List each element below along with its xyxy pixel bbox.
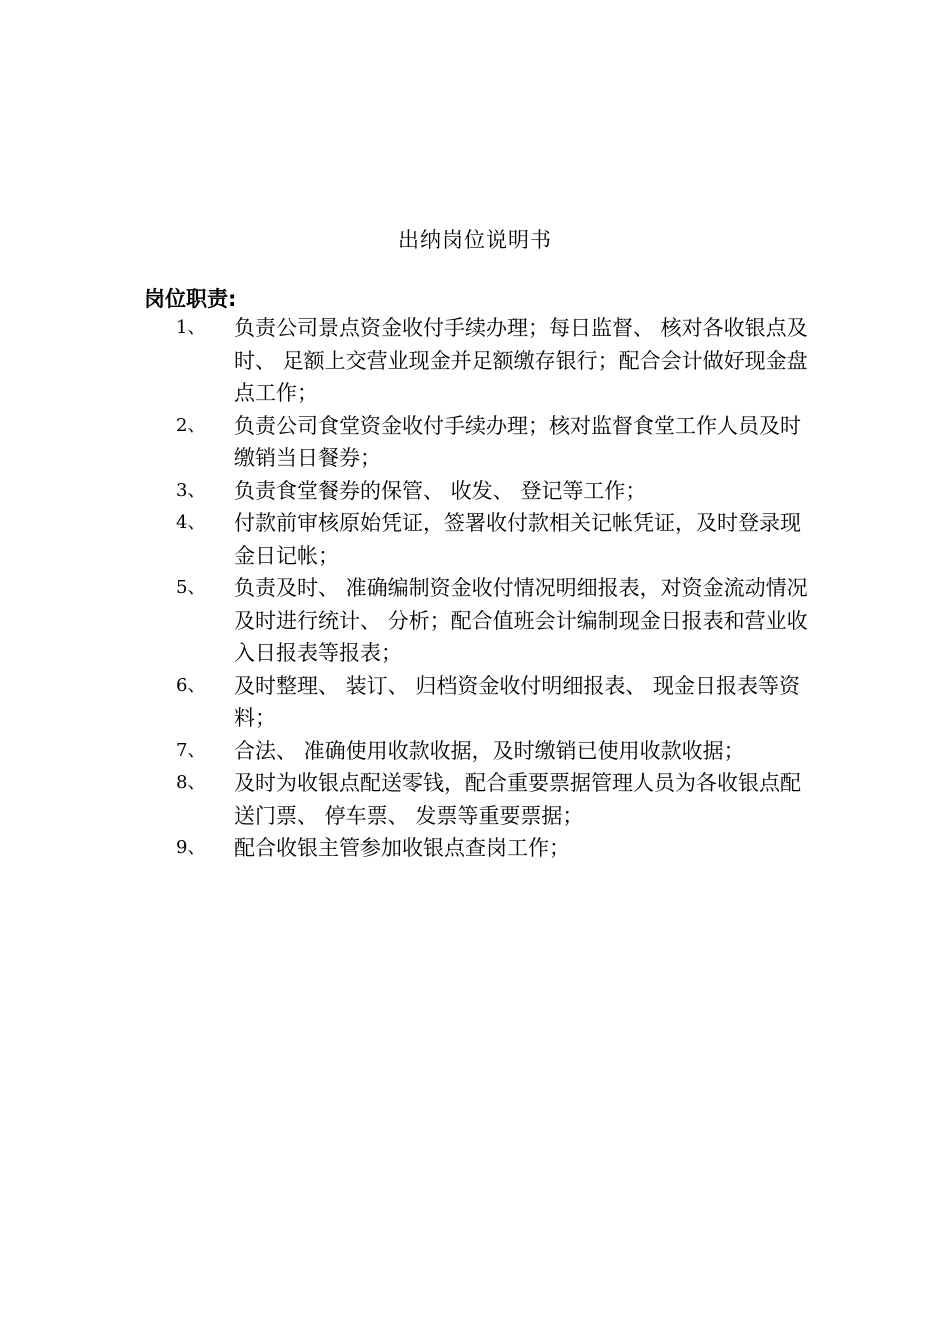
- duty-item-7: [176, 735, 816, 768]
- duty-number: 2、: [176, 414, 206, 436]
- duty-list: [176, 312, 816, 865]
- duty-text: 负责食堂餐券的保管、 收发、 登记等工作；: [234, 478, 647, 503]
- duty-number: 7、: [176, 739, 206, 761]
- duty-text: 负责公司食堂资金收付手续办理；核对监督食堂工作人员及时缴销当日餐券；: [234, 413, 801, 470]
- duty-item-6: [176, 670, 816, 735]
- duty-text: 负责公司景点资金收付手续办理；每日监督、 核对各收银点及时、 足额上交营业现金并足额缴存银行；配合会计做好现金盘点工作；: [234, 316, 808, 405]
- duty-text: 负责及时、 准确编制资金收付情况明细报表，对资金流动情况及时进行统计、 分析；配合值班会计编制现金日报表和营业收入日报表等报表；: [234, 576, 808, 665]
- duty-text: 合法、 准确使用收款收据，及时缴销已使用收款收据；: [234, 738, 745, 763]
- duty-number: 6、: [176, 674, 206, 696]
- duty-text: 付款前审核原始凭证，签署收付款相关记帐凭证，及时登录现金日记帐；: [234, 511, 801, 568]
- duty-item-4: [176, 507, 816, 572]
- duty-text: 及时为收银点配送零钱，配合重要票据管理人员为各收银点配送门票、 停车票、 发票等重要票据；: [234, 771, 801, 828]
- duty-number: 5、: [176, 577, 206, 598]
- duty-item-9: [176, 832, 816, 865]
- duty-text: 配合收银主管参加收银点查岗工作；: [234, 836, 570, 860]
- document-title: 出纳岗位说明书: [398, 228, 552, 252]
- duty-item-5: [176, 572, 816, 670]
- duty-number: 8、: [176, 772, 206, 793]
- duty-item-2: [176, 410, 816, 475]
- duty-number: 1、: [176, 317, 206, 338]
- duty-item-1: [176, 312, 816, 410]
- duty-text: 及时整理、 装订、 归档资金收付明细报表、 现金日报表等资料；: [234, 673, 801, 730]
- duty-item-8: [176, 767, 816, 832]
- section-heading: 岗位职责:: [144, 287, 237, 311]
- duty-item-3: [176, 475, 816, 508]
- duty-number: 9、: [176, 837, 206, 858]
- duty-number: 3、: [176, 479, 206, 501]
- duty-number: 4、: [176, 512, 206, 533]
